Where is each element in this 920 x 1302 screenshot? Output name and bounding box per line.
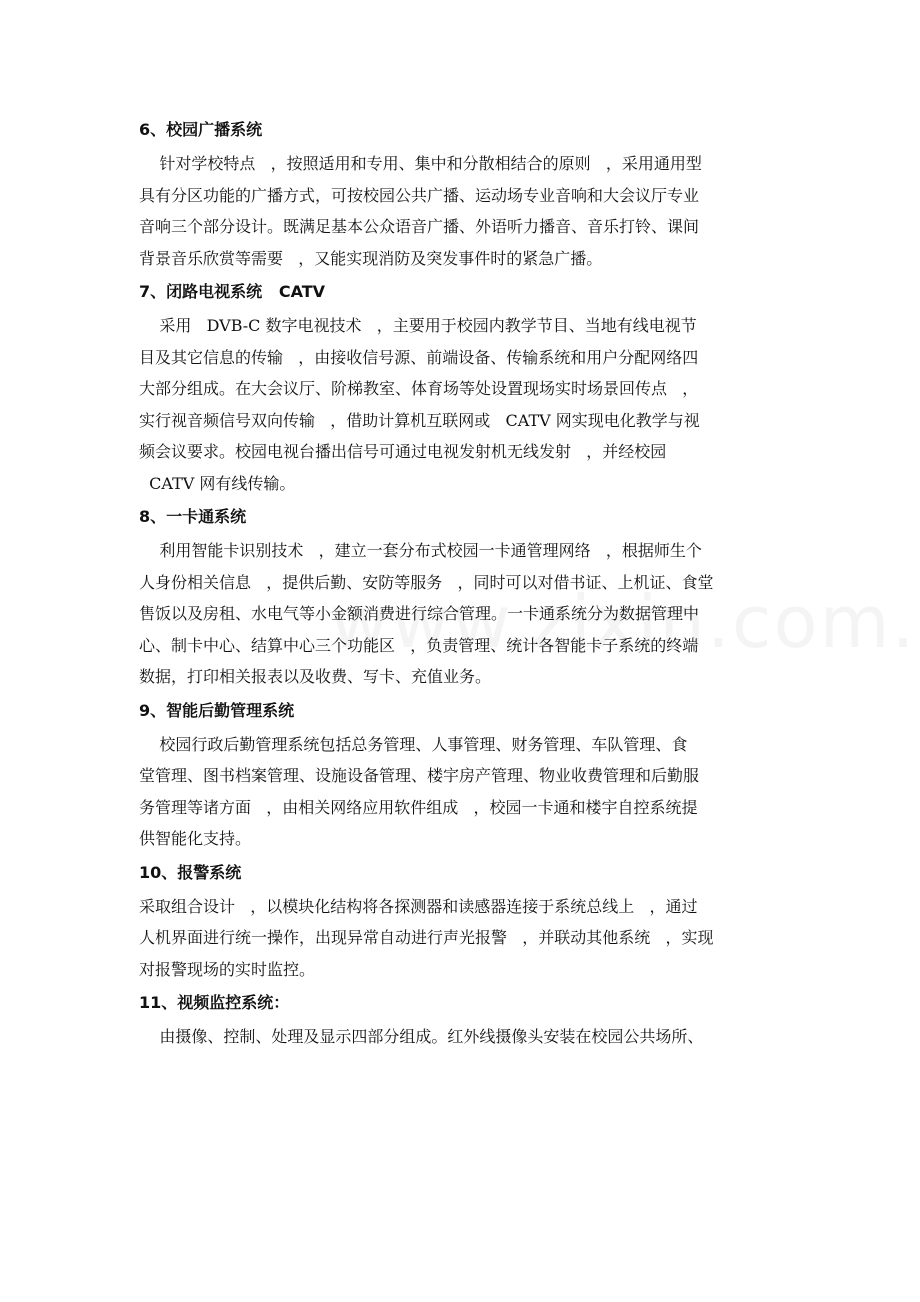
paragraph-line: 背景音乐欣赏等需要 ，又能实现消防及突发事件时的紧急广播。 xyxy=(139,248,603,268)
paragraph-line: 供智能化支持。 xyxy=(139,829,252,848)
paragraph-line: 人机界面进行统一操作，出现异常自动进行声光报警 ，并联动其他系统 ，实现 xyxy=(139,928,714,947)
section-heading: 10、报警系统 xyxy=(139,862,242,882)
section-alarm xyxy=(139,855,789,986)
paragraph-line: 堂管理、图书档案管理、设施设备管理、楼宇房产管理、物业收费管理和后勤服 xyxy=(139,766,700,785)
paragraph-line: 售饭以及房租、水电气等小金额消费进行综合管理。一卡通系统分为数据管理中 xyxy=(139,604,700,623)
paragraph-line: 频会议要求。校园电视台播出信号可通过电视发射机无线发射 ，并经校园 xyxy=(139,442,667,461)
paragraph-line: 实行视音频信号双向传输 ，借助计算机互联网或 CATV 网实现电化教学与视 xyxy=(139,410,700,430)
section-heading: 7、闭路电视系统 CATV xyxy=(139,282,326,301)
paragraph-line: 心、制卡中心、结算中心三个功能区 ，负责管理、统计各智能卡子系统的终端 xyxy=(139,635,699,655)
paragraph-line: 具有分区功能的广播方式，可按校园公共广播、运动场专业音响和大会议厅专业 xyxy=(139,185,700,205)
section-heading: 9、智能后勤管理系统 xyxy=(139,700,295,720)
paragraph-line: 采取组合设计 ，以模块化结构将各探测器和读感器连接于系统总线上 ，通过 xyxy=(139,896,698,916)
paragraph-line: 音响三个部分设计。既满足基本公众语音广播、外语听力播音、音乐打铃、课间 xyxy=(139,217,700,236)
paragraph-line: 利用智能卡识别技术 ，建立一套分布式校园一卡通管理网络 ，根据师生个 xyxy=(139,541,702,560)
section-heading: 11、视频监控系统： xyxy=(139,993,290,1012)
section-heading: 6、校园广播系统 xyxy=(139,120,263,139)
paragraph-line: 采用 DVB-C 数字电视技术 ，主要用于校园内教学节目、当地有线电视节 xyxy=(139,316,697,335)
section-one-card xyxy=(139,499,789,693)
paragraph-line: 务管理等诸方面 ，由相关网络应用软件组成 ，校园一卡通和楼宇自控系统提 xyxy=(139,797,698,817)
section-catv xyxy=(139,274,789,499)
paragraph-line: 目及其它信息的传输 ，由接收信号源、前端设备、传输系统和用户分配网络四 xyxy=(139,347,699,367)
paragraph-line: 对报警现场的实时监控。 xyxy=(139,959,316,979)
paragraph-line: 校园行政后勤管理系统包括总务管理、人事管理、财务管理、车队管理、食 xyxy=(139,734,688,754)
paragraph-line: 数据，打印相关报表以及收费、写卡、充值业务。 xyxy=(139,667,492,686)
section-campus-broadcast xyxy=(139,112,789,274)
section-heading: 8、一卡通系统 xyxy=(139,507,247,526)
paragraph-line: 由摄像、控制、处理及显示四部分组成。红外线摄像头安装在校园公共场所、 xyxy=(139,1027,704,1046)
paragraph-line: CATV 网有线传输。 xyxy=(139,473,296,493)
paragraph-line: 大部分组成。在大会议厅、阶梯教室、体育场等处设置现场实时场景回传点 ， xyxy=(139,379,699,398)
section-video-surveillance xyxy=(139,985,789,1053)
section-logistics xyxy=(139,693,789,855)
paragraph-line: 针对学校特点 ，按照适用和专用、集中和分散相结合的原则 ，采用通用型 xyxy=(139,154,702,173)
paragraph-line: 人身份相关信息 ，提供后勤、安防等服务 ，同时可以对借书证、上机证、食堂 xyxy=(139,572,714,592)
document-body xyxy=(139,112,789,1053)
